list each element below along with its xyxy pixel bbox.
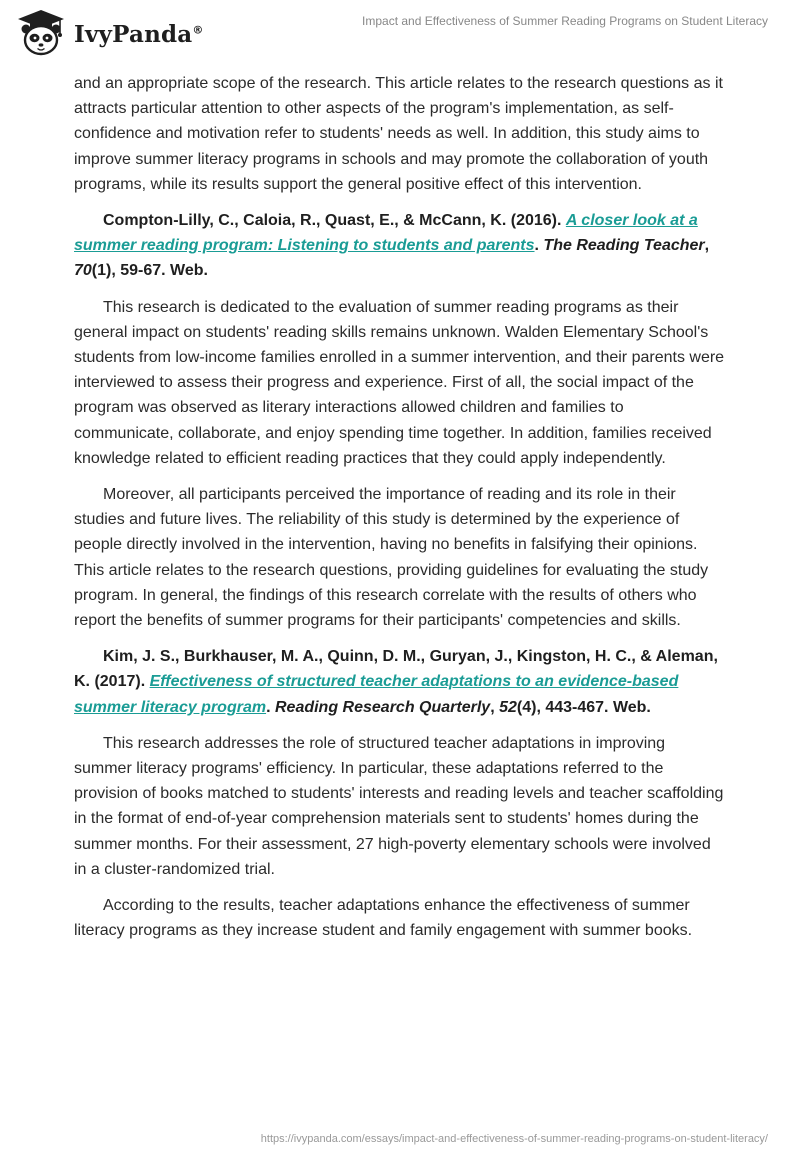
reference-punctuation: . bbox=[534, 237, 539, 255]
paragraph: This research is dedicated to the evaluation of summer reading programs as their general impact on students' reading skills remains unknown. Walden Elementary School's students from low-income families enrolled in a summer intervention, and their parents were interviewed to assess their progress and experience. First of all, the social impact of the program was observed as literary interactions allowed children and families to communicate, collaborate, and enjoy spending time together. In addition, families received knowledge related to efficient reading practices that they could apply independently. bbox=[74, 298, 725, 467]
reference-entry bbox=[74, 208, 726, 284]
logo-wordmark bbox=[74, 21, 204, 48]
reference-punctuation: , bbox=[704, 237, 710, 255]
reference-volume: 52 bbox=[499, 698, 517, 716]
logo-name: IvyPanda bbox=[74, 20, 193, 48]
reference-title-link[interactable]: A closer look at a summer reading program: Listening to students and parents bbox=[74, 212, 698, 255]
reference-pages: (4), 443-467. Web. bbox=[516, 698, 651, 716]
registered-mark: ® bbox=[192, 22, 204, 36]
paragraph: Moreover, all participants perceived the importance of reading and its role in their studies and future lives. The reliability of this study is determined by the experience of people directly involved in the intervention, having no benefits in falsifying their opinions. This article relates to the research questions, providing guidelines for evaluating the study program. In general, the findings of this research correlate with the results of others who report the benefits of summer programs for their participants' competencies and skills. bbox=[74, 486, 709, 630]
ivypanda-logo[interactable] bbox=[14, 8, 204, 58]
reference-volume: 70 bbox=[74, 262, 92, 280]
reference-journal: The Reading Teacher bbox=[543, 237, 705, 255]
reference-punctuation: . bbox=[266, 698, 271, 716]
panda-graduate-icon bbox=[14, 8, 68, 58]
reference-entry bbox=[74, 644, 726, 720]
paragraph: This research addresses the role of structured teacher adaptations in improving summer literacy programs' efficiency. In particular, these adaptations referred to the provision of books matched to students' interests and reading levels and teacher scaffolding in the format of end-of-year comprehension materials sent to students' homes during the summer months. For their assessment, 27 high-poverty elementary schools were involved in a cluster-randomized trial. bbox=[74, 734, 724, 878]
page-header bbox=[0, 0, 800, 66]
paragraph: According to the results, teacher adaptations enhance the effectiveness of summer literacy programs as they increase student and family engagement with summer books. bbox=[74, 897, 693, 940]
reference-punctuation: , bbox=[490, 698, 495, 716]
essay-title: Impact and Effectiveness of Summer Reading Programs on Student Literacy bbox=[362, 14, 768, 28]
source-url[interactable]: https://ivypanda.com/essays/impact-and-effectiveness-of-summer-reading-programs-on-student-literacy/ bbox=[260, 1133, 768, 1145]
reference-authors: Kim, J. S., Burkhauser, M. A., Quinn, D. M., Guryan, J., Kingston, H. C., & Aleman, K. (2017). bbox=[74, 648, 718, 691]
essay-body bbox=[74, 71, 726, 955]
reference-title-link[interactable]: Effectiveness of structured teacher adaptations to an evidence-based summer literacy program bbox=[74, 673, 679, 716]
reference-authors: Compton-Lilly, C., Caloia, R., Quast, E., & McCann, K. (2016). bbox=[103, 212, 562, 230]
paragraph: and an appropriate scope of the research. This article relates to the research questions as it attracts particular attention to other aspects of the program's implementation, as self-confidence and motivation refer to students' needs as well. In addition, this study aims to improve summer literacy programs in schools and may promote the collaboration of youth programs, while its results support the general positive effect of this intervention. bbox=[74, 75, 723, 193]
reference-journal: Reading Research Quarterly bbox=[274, 698, 491, 716]
reference-pages: (1), 59-67. Web. bbox=[91, 262, 208, 280]
